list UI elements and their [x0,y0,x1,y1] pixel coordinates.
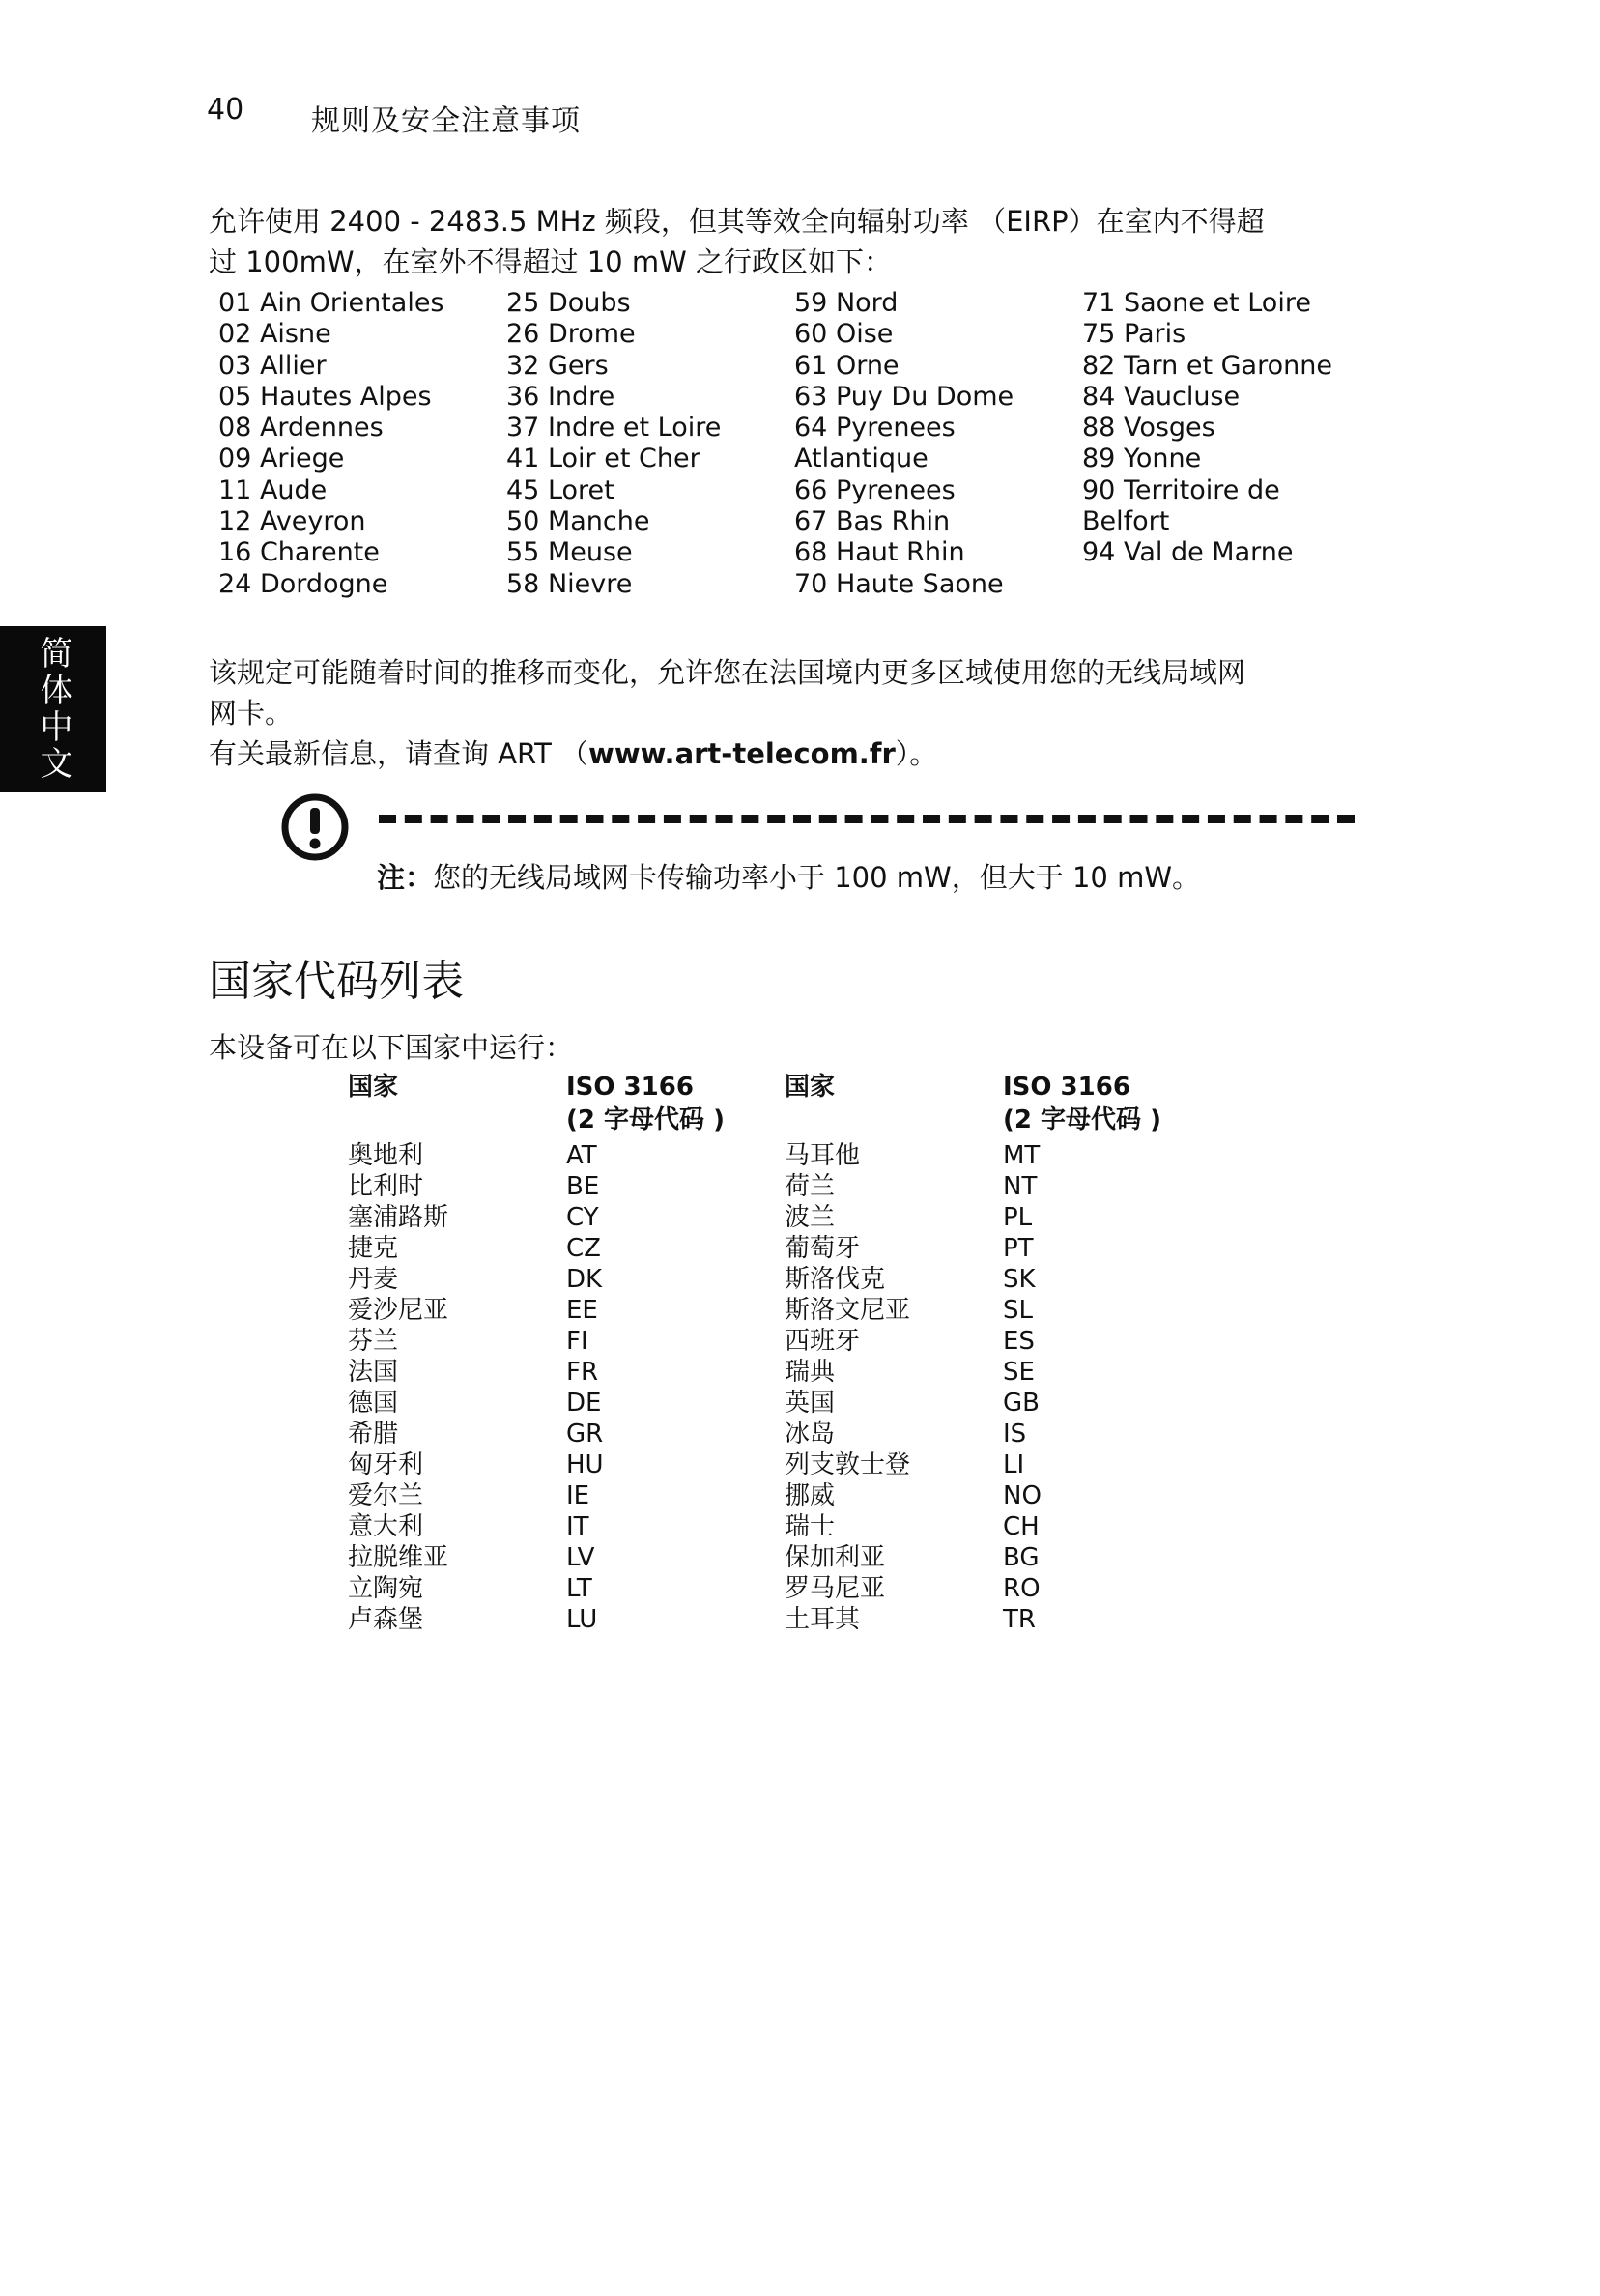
department-item: 67 Bas Rhin [794,506,951,537]
department-column-3 [794,288,1082,600]
department-item: 88 Vosges [1082,413,1215,444]
country-code: AT [566,1141,597,1170]
country-name: 法国 [348,1358,399,1387]
country-name: 塞浦路斯 [348,1203,449,1232]
country-name: 爱尔兰 [348,1481,424,1510]
note-label: 注： [377,861,434,894]
department-list [218,288,1378,600]
department-item: Belfort [1082,506,1170,537]
country-name: 丹麦 [348,1265,399,1294]
department-item: 58 Nievre [506,568,633,599]
country-code: DE [566,1389,602,1418]
change-line-2: 网卡。 [209,697,294,730]
country-code: NT [1003,1172,1038,1201]
change-paragraph [209,652,1368,774]
country-name: 瑞士 [785,1512,836,1541]
country-name: 瑞典 [785,1358,836,1387]
department-column-2 [506,288,794,600]
department-item: 90 Territoire de [1082,474,1280,505]
country-code: FI [566,1327,588,1356]
country-code: LT [566,1574,592,1603]
country-name: 卢森堡 [348,1605,424,1634]
country-code: IE [566,1481,590,1510]
country-code: IT [566,1512,589,1541]
country-name: 葡萄牙 [785,1234,861,1263]
country-code: FR [566,1358,599,1387]
intro-line-2: 过 100mW，在室外不得超过 10 mW 之行政区如下： [209,245,892,278]
country-name: 荷兰 [785,1172,836,1201]
country-code: LU [566,1605,598,1634]
country-name: 斯洛伐克 [785,1265,886,1294]
country-name: 挪威 [785,1481,836,1510]
country-code: BG [1003,1543,1040,1572]
department-item: Atlantique [794,444,929,474]
country-code: HU [566,1450,604,1479]
country-code: CY [566,1203,599,1232]
country-name: 波兰 [785,1203,836,1232]
country-name: 拉脱维亚 [348,1543,449,1572]
page-number: 40 [207,93,244,127]
country-code: SL [1003,1296,1033,1325]
country-name: 捷克 [348,1234,399,1263]
department-item: 08 Ardennes [218,413,384,444]
country-code: LI [1003,1450,1025,1479]
department-item: 61 Orne [794,350,900,381]
department-item: 84 Vaucluse [1082,381,1241,412]
country-code: SE [1003,1358,1035,1387]
department-item: 59 Nord [794,288,899,318]
department-item: 16 Charente [218,537,380,568]
department-item: 71 Saone et Loire [1082,288,1311,318]
department-item: 11 Aude [218,474,328,505]
iso-header-line-2: (2 字母代码 ) [1003,1105,1161,1134]
department-item: 37 Indre et Loire [506,413,722,444]
language-side-tab [0,626,106,792]
note-divider [379,815,1355,823]
department-column-4 [1082,288,1370,600]
country-name: 保加利亚 [785,1543,886,1572]
department-item: 45 Loret [506,474,614,505]
country-name: 意大利 [348,1512,424,1541]
change-line-3 [209,733,1368,774]
department-item: 26 Drome [506,319,636,350]
intro-paragraph [209,201,1368,282]
department-item: 24 Dordogne [218,568,388,599]
department-item: 09 Ariege [218,444,345,474]
department-item: 02 Aisne [218,319,331,350]
code-column-right [1003,1071,1221,1635]
department-item: 68 Haut Rhin [794,537,965,568]
country-name: 比利时 [348,1172,424,1201]
exclamation-circle-icon [280,792,350,862]
department-item: 60 Oise [794,319,894,350]
department-item: 50 Manche [506,506,650,537]
country-code: GR [566,1420,604,1449]
code-column-left [566,1071,785,1635]
country-code: RO [1003,1574,1041,1603]
department-item: 36 Indre [506,381,615,412]
country-code: DK [566,1265,603,1294]
country-code: LV [566,1543,595,1572]
department-item: 05 Hautes Alpes [218,381,432,412]
country-name: 马耳他 [785,1141,861,1170]
country-name: 爱沙尼亚 [348,1296,449,1325]
department-item: 94 Val de Marne [1082,537,1294,568]
country-column-right [785,1071,1003,1635]
country-name: 德国 [348,1389,399,1418]
country-code: TR [1003,1605,1036,1634]
country-name: 冰岛 [785,1420,836,1449]
country-name: 奥地利 [348,1141,424,1170]
country-name: 土耳其 [785,1605,861,1634]
country-code: ES [1003,1327,1035,1356]
country-name: 立陶宛 [348,1574,424,1603]
department-item: 25 Doubs [506,288,631,318]
country-code: IS [1003,1420,1027,1449]
country-code: SK [1003,1265,1036,1294]
department-item: 01 Ain Orientales [218,288,444,318]
department-item: 41 Loir et Cher [506,444,700,474]
department-column-1 [218,288,506,600]
intro-line-1: 允许使用 2400 - 2483.5 MHz 频段，但其等效全向辐射功率 （EIRP）在室内不得超 [209,205,1265,238]
iso-header [566,1071,785,1140]
department-item: 70 Haute Saone [794,568,1004,599]
department-item: 64 Pyrenees [794,413,956,444]
country-name: 罗马尼亚 [785,1574,886,1603]
country-code: MT [1003,1141,1041,1170]
iso-header-line-2: (2 字母代码 ) [566,1105,725,1134]
country-name: 芬兰 [348,1327,399,1356]
country-code: NO [1003,1481,1042,1510]
country-header: 国家 [785,1073,836,1102]
iso-header-line-1: ISO 3166 [566,1073,694,1102]
section-heading: 国家代码列表 [209,957,464,1006]
country-name: 西班牙 [785,1327,861,1356]
country-code: PL [1003,1203,1033,1232]
department-item: 03 Allier [218,350,327,381]
change-line-1: 该规定可能随着时间的推移而变化，允许您在法国境内更多区域使用您的无线局域网 [209,656,1246,689]
change-line-3-suffix: ）。 [895,737,938,770]
running-title: 规则及安全注意事项 [311,104,581,138]
art-website-link[interactable]: www.art-telecom.fr [588,737,896,770]
note-body: 您的无线局域网卡传输功率小于 100 mW，但大于 10 mW。 [433,861,1200,894]
department-item: 32 Gers [506,350,609,381]
department-item: 63 Puy Du Dome [794,381,1014,412]
department-item: 82 Tarn et Garonne [1082,350,1332,381]
country-code: GB [1003,1389,1040,1418]
department-item: 55 Meuse [506,537,633,568]
iso-header [1003,1071,1221,1140]
country-code: CH [1003,1512,1040,1541]
country-code-table [348,1071,1221,1635]
change-line-3-prefix: 有关最新信息，请查询 ART （ [209,737,589,770]
country-code: BE [566,1172,600,1201]
country-name: 斯洛文尼亚 [785,1296,911,1325]
country-name: 希腊 [348,1420,399,1449]
country-code: PT [1003,1234,1034,1263]
country-code: EE [566,1296,598,1325]
country-column-left [348,1071,566,1635]
department-item: 66 Pyrenees [794,474,956,505]
department-item: 75 Paris [1082,319,1186,350]
iso-header-line-1: ISO 3166 [1003,1073,1130,1102]
section-intro: 本设备可在以下国家中运行： [209,1031,574,1064]
country-name: 匈牙利 [348,1450,424,1479]
country-code: CZ [566,1234,601,1263]
department-item: 12 Aveyron [218,506,366,537]
country-name: 英国 [785,1389,836,1418]
language-side-tab-label: 简体中文 [34,636,72,783]
note-text [377,857,1200,898]
country-name: 列支敦士登 [785,1450,911,1479]
country-header: 国家 [348,1073,399,1102]
department-item: 89 Yonne [1082,444,1202,474]
